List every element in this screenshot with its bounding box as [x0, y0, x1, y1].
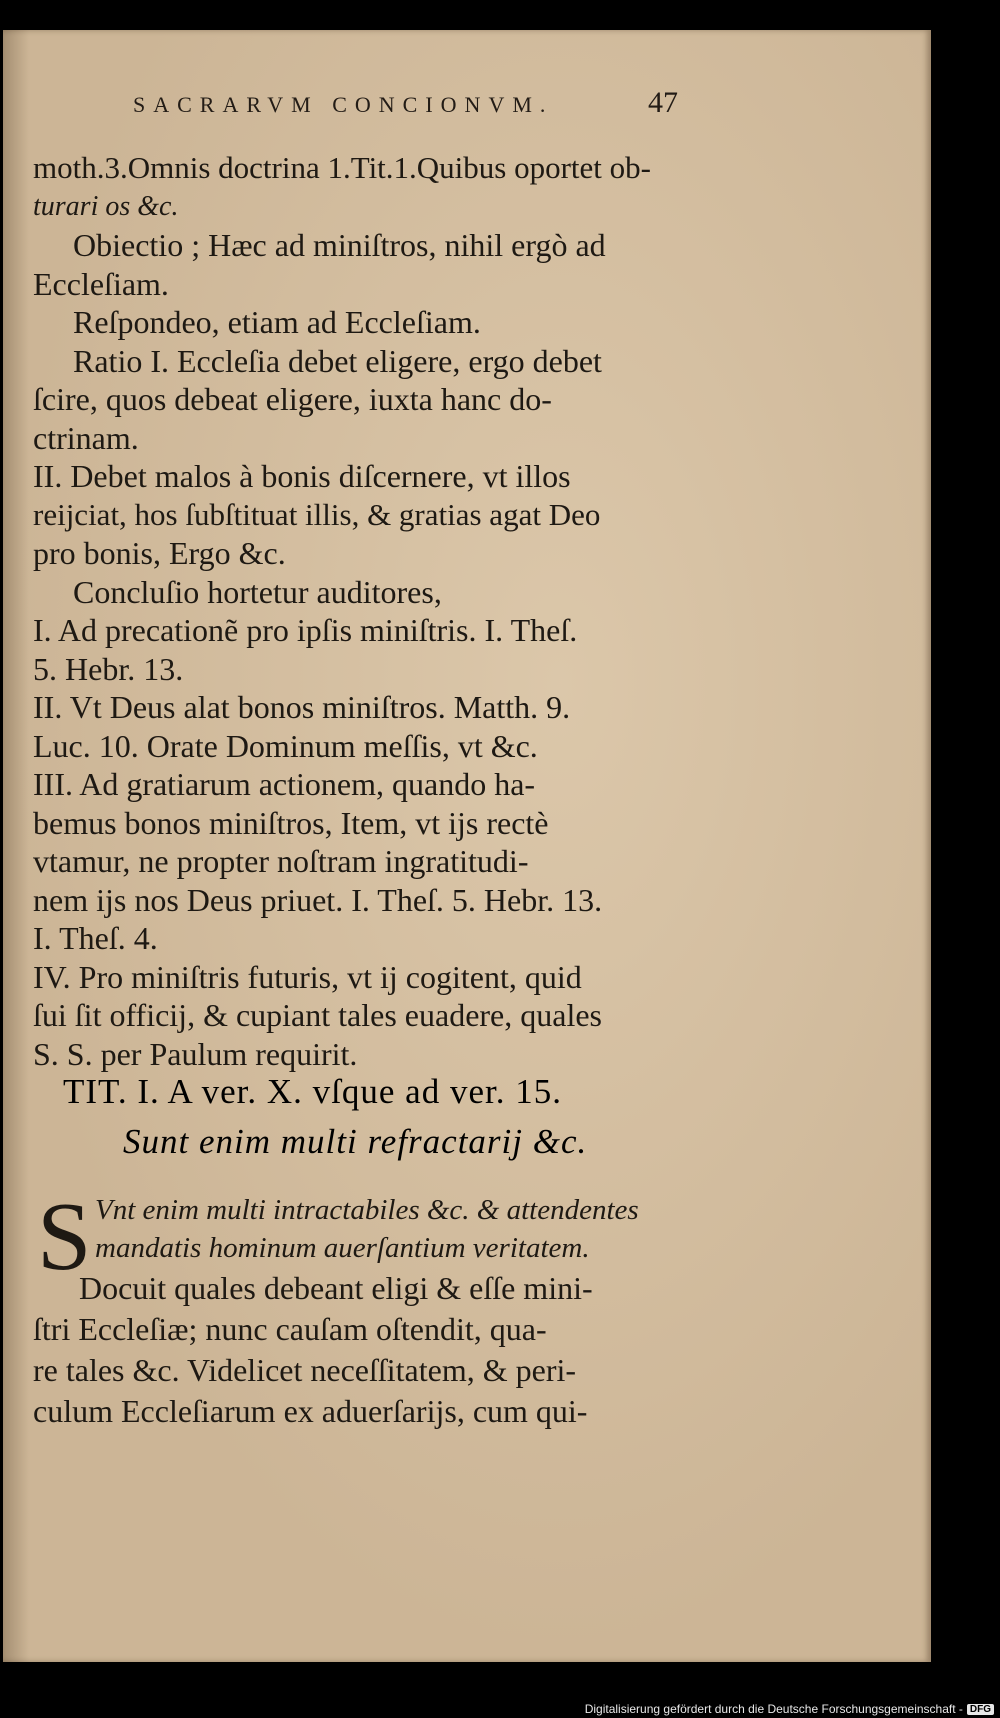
footer-credit: Digitalisierung gefördert durch die Deutsche Forschungsgemeinschaft - [584, 1702, 963, 1716]
text-line: ſcire, quos debeat eligere, iuxta hanc do- [33, 381, 552, 417]
text-line: nem ijs nos Deus priuet. I. Theſ. 5. Hebr. 13. [33, 882, 603, 918]
running-title: SACRARVM CONCIONVM. [133, 92, 554, 117]
text-line: 5. Hebr. 13. [33, 651, 184, 687]
body-line-3: re tales &c. Videlicet neceſſitatem, & peri- [33, 1352, 577, 1388]
lead-line-2: mandatis hominum auerſantium veritatem. [95, 1232, 590, 1264]
text-line: bemus bonos miniſtros, Item, vt ijs rectè [33, 805, 549, 841]
text-line: reijciat, hos ſubſtituat illis, & gratias agat Deo [33, 497, 601, 532]
text-line: Ratio I. Eccleſia debet eligere, ergo debet [73, 343, 602, 379]
dfg-logo: DFG [967, 1704, 994, 1715]
body-line-4: culum Eccleſiarum ex aduerſarijs, cum qui- [33, 1393, 588, 1429]
text-line: Eccleſiam. [33, 266, 169, 302]
text-line: turari os &c. [33, 191, 179, 222]
book-page [3, 30, 931, 1662]
section-subtitle: Sunt enim multi refractarij &c. [123, 1122, 588, 1161]
text-line: II. Debet malos à bonis diſcernere, vt illos [33, 458, 571, 494]
page-number: 47 [648, 86, 678, 119]
text-line: II. Vt Deus alat bonos miniſtros. Matth. 9. [33, 689, 571, 725]
body-line-2: ſtri Eccleſiæ; nunc cauſam oſtendit, qua- [33, 1311, 547, 1347]
text-line: moth.3.Omnis doctrina 1.Tit.1.Quibus oportet ob- [33, 150, 651, 185]
text-line: Obiectio ; Hæc ad miniſtros, nihil ergò ad [73, 227, 606, 263]
section-title: TIT. I. A ver. X. vſque ad ver. 15. [63, 1072, 562, 1111]
text-line: IV. Pro miniſtris futuris, vt ij cogitent, quid [33, 959, 582, 995]
text-line: Concluſio hortetur auditores, [73, 574, 442, 610]
text-line: pro bonis, Ergo &c. [33, 535, 286, 571]
body-line-1: Docuit quales debeant eligi & eſſe mini- [79, 1270, 593, 1306]
text-line: Luc. 10. Orate Dominum meſſis, vt &c. [33, 728, 538, 764]
running-header [133, 86, 678, 120]
text-line: vtamur, ne propter noſtram ingratitudi- [33, 843, 529, 879]
text-line: ctrinam. [33, 420, 139, 456]
digitization-footer [585, 1702, 994, 1716]
text-line: ſui ſit officij, & cupiant tales euadere, quales [33, 997, 602, 1033]
text-line: I. Ad precationẽ pro ipſis miniſtris. I. Theſ. [33, 612, 578, 648]
text-line: I. Theſ. 4. [33, 920, 158, 956]
text-line: III. Ad gratiarum actionem, quando ha- [33, 766, 536, 802]
drop-cap: S [37, 1183, 92, 1291]
text-line: Reſpondeo, etiam ad Eccleſiam. [73, 304, 481, 340]
lead-line-1: Vnt enim multi intractabiles &c. & attendentes [95, 1194, 639, 1226]
text-line: S. S. per Paulum requirit. [33, 1036, 358, 1072]
